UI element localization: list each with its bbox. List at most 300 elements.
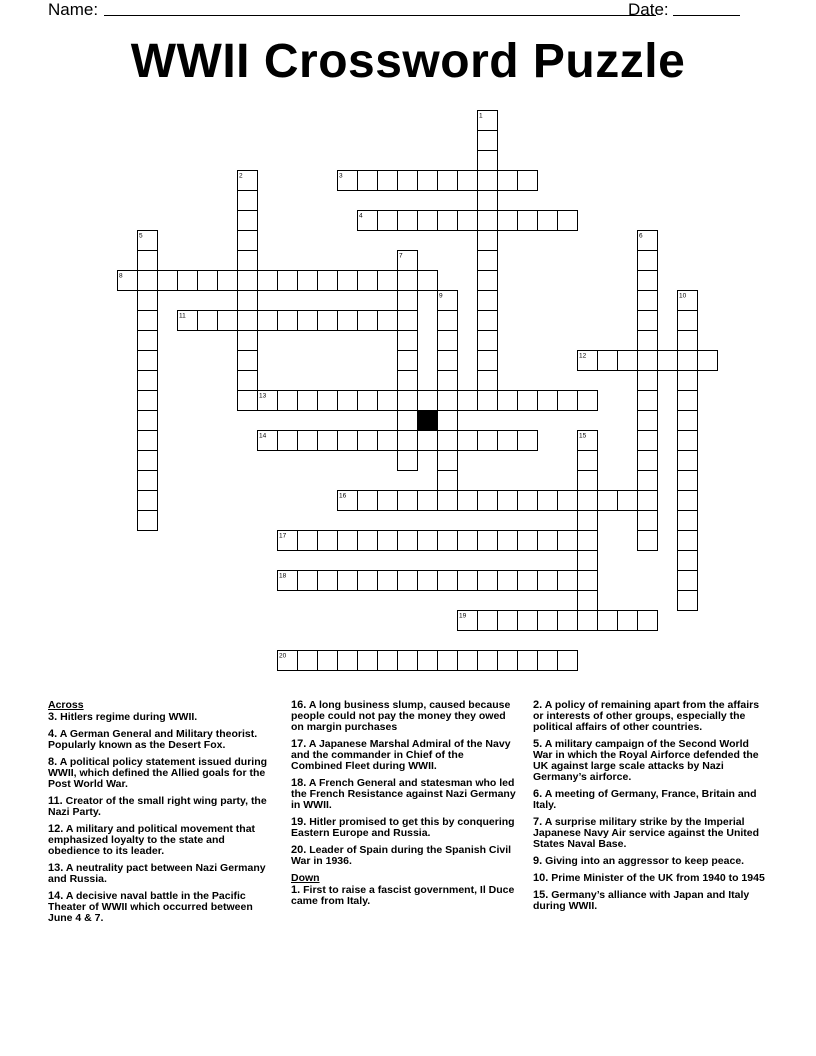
grid-cell[interactable]	[478, 191, 498, 211]
grid-cell[interactable]	[418, 651, 438, 671]
clue-across-8	[48, 757, 278, 790]
grid-cell[interactable]	[638, 311, 658, 331]
clue-number: 14.	[48, 890, 64, 902]
grid-cell[interactable]	[578, 551, 598, 571]
grid-cell[interactable]	[578, 451, 598, 471]
cell-number: 11	[179, 312, 186, 320]
grid-cell[interactable]	[358, 271, 378, 291]
grid-cell[interactable]	[238, 291, 258, 311]
clue-number: 11.	[48, 795, 63, 807]
grid-cell[interactable]	[338, 311, 358, 331]
grid-cell[interactable]	[518, 211, 538, 231]
grid-cell[interactable]	[378, 171, 398, 191]
grid-cell[interactable]	[158, 271, 178, 291]
clue-text: Creator of the small right wing party, the Nazi Party.	[48, 795, 267, 818]
grid-cell[interactable]	[638, 431, 658, 451]
grid-cell[interactable]	[478, 331, 498, 351]
grid-cell[interactable]	[558, 211, 578, 231]
grid-cell[interactable]	[498, 431, 518, 451]
grid-cell[interactable]	[258, 311, 278, 331]
grid-cell[interactable]	[358, 311, 378, 331]
grid-cell[interactable]	[538, 391, 558, 411]
grid-cell[interactable]	[398, 271, 418, 291]
grid-cell[interactable]	[458, 431, 478, 451]
grid-cell[interactable]	[138, 351, 158, 371]
grid-cell[interactable]	[138, 331, 158, 351]
grid-cell[interactable]	[478, 391, 498, 411]
grid-cell[interactable]	[138, 411, 158, 431]
grid-cell[interactable]	[558, 491, 578, 511]
grid-cell[interactable]	[478, 571, 498, 591]
grid-cell[interactable]	[518, 611, 538, 631]
grid-cell[interactable]	[398, 531, 418, 551]
grid-cell[interactable]	[358, 431, 378, 451]
grid-cell[interactable]	[458, 651, 478, 671]
grid-cell[interactable]	[638, 611, 658, 631]
clue-down-2	[533, 700, 769, 733]
clue-text: A decisive naval battle in the Pacific Theater of WWII which occurred between June 4 & 7.	[48, 890, 253, 924]
grid-cell[interactable]	[558, 651, 578, 671]
clue-number: 17.	[291, 738, 307, 750]
cell-number: 9	[439, 292, 443, 300]
clues-column-3	[533, 700, 769, 918]
grid-cell[interactable]	[398, 571, 418, 591]
grid-cell[interactable]	[558, 571, 578, 591]
down-heading: Down	[291, 872, 320, 884]
grid-cell[interactable]	[498, 391, 518, 411]
grid-cell[interactable]	[138, 391, 158, 411]
grid-cell[interactable]	[378, 311, 398, 331]
grid-cell[interactable]	[298, 571, 318, 591]
grid-cell[interactable]	[638, 511, 658, 531]
grid-cell[interactable]	[398, 211, 418, 231]
grid-cell[interactable]	[478, 371, 498, 391]
grid-cell[interactable]	[598, 491, 618, 511]
grid-cell[interactable]	[238, 331, 258, 351]
grid-cell[interactable]	[478, 131, 498, 151]
grid-cell[interactable]	[658, 351, 678, 371]
grid-cell[interactable]	[138, 451, 158, 471]
grid-cell[interactable]	[318, 531, 338, 551]
grid-cell[interactable]	[538, 651, 558, 671]
grid-cell[interactable]	[138, 471, 158, 491]
grid-cell[interactable]	[418, 211, 438, 231]
grid-cell[interactable]	[418, 531, 438, 551]
grid-cell[interactable]	[378, 571, 398, 591]
grid-cell[interactable]	[438, 171, 458, 191]
grid-cell[interactable]	[498, 491, 518, 511]
grid-cell[interactable]	[438, 211, 458, 231]
grid-cell[interactable]	[638, 391, 658, 411]
grid-cell[interactable]	[138, 511, 158, 531]
clue-down-9	[533, 856, 769, 867]
page-title: WWII Crossword Puzzle	[130, 35, 686, 88]
clue-number: 4.	[48, 728, 58, 740]
grid-cell[interactable]	[418, 271, 438, 291]
grid-cell[interactable]	[398, 491, 418, 511]
grid-cell[interactable]	[138, 371, 158, 391]
grid-cell[interactable]	[438, 651, 458, 671]
grid-cell[interactable]	[378, 491, 398, 511]
grid-cell[interactable]	[378, 391, 398, 411]
grid-cell[interactable]	[398, 371, 418, 391]
grid-cell[interactable]	[318, 311, 338, 331]
grid-cell[interactable]	[678, 391, 698, 411]
grid-cell[interactable]	[438, 571, 458, 591]
grid-cell[interactable]	[298, 391, 318, 411]
clues-column-2	[291, 700, 517, 913]
grid-cell[interactable]	[478, 351, 498, 371]
clue-number: 20.	[291, 844, 307, 856]
clue-text: A political policy statement issued during WWII, which defined the Allied goals for the Post World War.	[48, 756, 268, 790]
grid-cell[interactable]	[518, 171, 538, 191]
grid-cell[interactable]	[138, 251, 158, 271]
grid-cell[interactable]	[518, 531, 538, 551]
clue-text: A German General and Military theorist. Popularly known as the Desert Fox.	[48, 728, 258, 751]
grid-cell[interactable]	[318, 431, 338, 451]
grid-cell[interactable]	[638, 251, 658, 271]
grid-cell[interactable]	[298, 271, 318, 291]
grid-cell[interactable]	[358, 391, 378, 411]
clue-number: 13.	[48, 862, 64, 874]
grid-cell[interactable]	[398, 651, 418, 671]
grid-cell[interactable]	[498, 611, 518, 631]
grid-cell[interactable]	[358, 491, 378, 511]
grid-cell[interactable]	[478, 431, 498, 451]
grid-cell[interactable]	[398, 451, 418, 471]
grid-cell[interactable]	[538, 531, 558, 551]
grid-cell[interactable]	[478, 311, 498, 331]
clue-down-7	[533, 817, 769, 850]
grid-cell[interactable]	[458, 211, 478, 231]
grid-cell[interactable]	[458, 171, 478, 191]
clue-text: A French General and statesman who led the French Resistance against Nazi Germany in WWII.	[291, 777, 516, 811]
grid-cell[interactable]	[638, 411, 658, 431]
cell-number: 15	[579, 432, 587, 440]
grid-cell[interactable]	[498, 531, 518, 551]
clue-text: A long business slump, caused because people could not pay the money they owed on margin purchases	[291, 699, 511, 733]
grid-cell[interactable]	[298, 651, 318, 671]
grid-cell[interactable]	[518, 391, 538, 411]
grid-cell[interactable]	[478, 651, 498, 671]
grid-cell[interactable]	[438, 311, 458, 331]
grid-cell[interactable]	[678, 551, 698, 571]
grid-cell[interactable]	[418, 491, 438, 511]
cell-number: 2	[239, 172, 243, 180]
grid-cell[interactable]	[578, 531, 598, 551]
grid-cell[interactable]	[678, 471, 698, 491]
grid-cell[interactable]	[398, 171, 418, 191]
cell-number: 16	[339, 492, 347, 500]
clue-number: 10.	[533, 872, 549, 884]
grid-cell[interactable]	[258, 271, 278, 291]
grid-cell[interactable]	[418, 431, 438, 451]
grid-cell[interactable]	[278, 311, 298, 331]
grid-cell[interactable]	[198, 311, 218, 331]
grid-cell[interactable]	[458, 491, 478, 511]
clue-text: A meeting of Germany, France, Britain and Italy.	[533, 788, 757, 811]
clue-number: 9.	[533, 855, 543, 867]
grid-cell[interactable]	[238, 311, 258, 331]
grid-cell[interactable]	[358, 651, 378, 671]
grid-cell[interactable]	[378, 271, 398, 291]
grid-cell[interactable]	[558, 391, 578, 411]
grid-cell[interactable]	[578, 591, 598, 611]
clue-down-15	[533, 890, 769, 912]
grid-cell[interactable]	[518, 491, 538, 511]
cell-number: 8	[119, 272, 123, 280]
grid-cell[interactable]	[398, 431, 418, 451]
grid-cell[interactable]	[558, 611, 578, 631]
grid-cell[interactable]	[378, 531, 398, 551]
grid-cell[interactable]	[458, 571, 478, 591]
grid-cell[interactable]	[438, 371, 458, 391]
grid-cell[interactable]	[478, 291, 498, 311]
grid-cell[interactable]	[198, 271, 218, 291]
grid-cell[interactable]	[238, 391, 258, 411]
cell-number: 3	[339, 172, 343, 180]
grid-cell[interactable]	[238, 351, 258, 371]
clue-across-17	[291, 739, 517, 772]
grid-cell[interactable]	[538, 571, 558, 591]
grid-cell[interactable]	[438, 331, 458, 351]
grid-cell[interactable]	[318, 571, 338, 591]
grid-cell[interactable]	[138, 491, 158, 511]
clue-across-18	[291, 778, 517, 811]
grid-cell[interactable]	[338, 571, 358, 591]
clue-text: Leader of Spain during the Spanish Civil War in 1936.	[291, 844, 512, 867]
grid-cell[interactable]	[478, 271, 498, 291]
clue-text: Hitlers regime during WWII.	[60, 711, 198, 723]
clue-across-19	[291, 817, 517, 839]
grid-cell[interactable]	[638, 291, 658, 311]
clue-number: 15.	[533, 889, 549, 901]
grid-cell[interactable]	[338, 391, 358, 411]
cell-number: 10	[679, 292, 687, 300]
grid-cell[interactable]	[438, 491, 458, 511]
clue-number: 3.	[48, 711, 58, 723]
cell-number: 14	[259, 432, 267, 440]
grid-cell[interactable]	[638, 371, 658, 391]
clue-across-14	[48, 891, 278, 924]
cell-number: 17	[279, 532, 287, 540]
grid-cell[interactable]	[398, 331, 418, 351]
black-cell	[418, 411, 438, 431]
grid-cell[interactable]	[358, 531, 378, 551]
grid-cell[interactable]	[418, 571, 438, 591]
grid-cell[interactable]	[678, 351, 698, 371]
grid-cell[interactable]	[498, 651, 518, 671]
grid-cell[interactable]	[218, 311, 238, 331]
grid-cell[interactable]	[378, 651, 398, 671]
grid-cell[interactable]	[438, 431, 458, 451]
grid-cell[interactable]	[398, 391, 418, 411]
grid-cell[interactable]	[478, 491, 498, 511]
grid-cell[interactable]	[578, 511, 598, 531]
grid-cell[interactable]	[638, 351, 658, 371]
clue-text: A policy of remaining apart from the affairs or interests of other groups, especially the political affairs of other countries.	[533, 699, 760, 733]
grid-cell[interactable]	[278, 271, 298, 291]
clue-down-10	[533, 873, 769, 884]
grid-cell[interactable]	[538, 611, 558, 631]
clue-text: Prime Minister of the UK from 1940 to 1945	[551, 872, 765, 884]
grid-cell[interactable]	[558, 531, 578, 551]
grid-cell[interactable]	[438, 411, 458, 431]
grid-cell[interactable]	[438, 471, 458, 491]
clue-across-11	[48, 796, 278, 818]
grid-cell[interactable]	[518, 651, 538, 671]
name-label: Name:	[48, 0, 99, 19]
grid-cell[interactable]	[578, 571, 598, 591]
grid-cell[interactable]	[138, 271, 158, 291]
grid-cell[interactable]	[238, 211, 258, 231]
grid-cell[interactable]	[438, 451, 458, 471]
grid-cell[interactable]	[678, 491, 698, 511]
grid-cell[interactable]	[238, 271, 258, 291]
grid-cell[interactable]	[178, 271, 198, 291]
grid-cell[interactable]	[438, 391, 458, 411]
date-label: Date:	[628, 0, 669, 19]
grid-cell[interactable]	[598, 351, 618, 371]
grid-cell[interactable]	[378, 211, 398, 231]
grid-cell[interactable]	[638, 471, 658, 491]
cell-number: 6	[639, 232, 643, 240]
grid-cell[interactable]	[638, 451, 658, 471]
grid-cell[interactable]	[518, 431, 538, 451]
clue-number: 12.	[48, 823, 64, 835]
grid-cell[interactable]	[498, 211, 518, 231]
grid-cell[interactable]	[338, 431, 358, 451]
grid-cell[interactable]	[578, 491, 598, 511]
grid-cell[interactable]	[498, 571, 518, 591]
clue-number: 18.	[291, 777, 307, 789]
cell-number: 20	[279, 652, 287, 660]
clue-number: 8.	[48, 756, 58, 768]
grid-cell[interactable]	[478, 251, 498, 271]
grid-cell[interactable]	[398, 411, 418, 431]
clues-column-1	[48, 700, 278, 930]
grid-cell[interactable]	[278, 431, 298, 451]
grid-cell[interactable]	[438, 531, 458, 551]
grid-cell[interactable]	[358, 571, 378, 591]
grid-cell[interactable]	[298, 531, 318, 551]
grid-cell[interactable]	[138, 291, 158, 311]
grid-cell[interactable]	[338, 531, 358, 551]
grid-cell[interactable]	[478, 151, 498, 171]
grid-cell[interactable]	[138, 431, 158, 451]
grid-cell[interactable]	[318, 651, 338, 671]
grid-cell[interactable]	[678, 531, 698, 551]
clue-across-16	[291, 700, 517, 733]
grid-cell[interactable]	[578, 391, 598, 411]
cell-number: 7	[399, 252, 403, 260]
grid-cell[interactable]	[438, 351, 458, 371]
grid-cell[interactable]	[378, 431, 398, 451]
clue-number: 5.	[533, 738, 543, 750]
grid-cell[interactable]	[298, 431, 318, 451]
grid-cell[interactable]	[278, 391, 298, 411]
grid-cell[interactable]	[238, 231, 258, 251]
grid-cell[interactable]	[698, 351, 718, 371]
cell-number: 1	[479, 112, 483, 120]
grid-cell[interactable]	[218, 271, 238, 291]
clue-text: A neutrality pact between Nazi Germany and Russia.	[48, 862, 266, 885]
grid-cell[interactable]	[638, 531, 658, 551]
grid-cell[interactable]	[498, 171, 518, 191]
grid-cell[interactable]	[618, 611, 638, 631]
grid-cell[interactable]	[678, 571, 698, 591]
grid-cell[interactable]	[238, 191, 258, 211]
grid-cell[interactable]	[458, 391, 478, 411]
across-heading: Across	[48, 699, 84, 711]
grid-cell[interactable]	[478, 531, 498, 551]
grid-cell[interactable]	[518, 571, 538, 591]
grid-cell[interactable]	[418, 171, 438, 191]
clue-text: A surprise military strike by the Imperial Japanese Navy Air service against the United States Naval Base.	[533, 816, 760, 850]
grid-cell[interactable]	[478, 211, 498, 231]
grid-cell[interactable]	[578, 611, 598, 631]
grid-cell[interactable]	[578, 471, 598, 491]
grid-cell[interactable]	[638, 491, 658, 511]
grid-cell[interactable]	[238, 371, 258, 391]
grid-cell[interactable]	[678, 411, 698, 431]
grid-cell[interactable]	[398, 351, 418, 371]
grid-cell[interactable]	[318, 271, 338, 291]
clue-text: First to raise a fascist government, Il Duce came from Italy.	[291, 884, 515, 907]
cell-number: 13	[259, 392, 267, 400]
grid-cell[interactable]	[358, 171, 378, 191]
grid-cell[interactable]	[398, 311, 418, 331]
grid-cell[interactable]	[138, 311, 158, 331]
grid-cell[interactable]	[398, 291, 418, 311]
grid-cell[interactable]	[338, 651, 358, 671]
grid-cell[interactable]	[638, 331, 658, 351]
clue-text: Germany’s alliance with Japan and Italy during WWII.	[533, 889, 750, 912]
cell-number: 4	[359, 212, 363, 220]
grid-cell[interactable]	[318, 391, 338, 411]
grid-cell[interactable]	[678, 591, 698, 611]
grid-cell[interactable]	[238, 251, 258, 271]
cell-number: 19	[459, 612, 467, 620]
grid-cell[interactable]	[618, 491, 638, 511]
clue-down-1	[291, 885, 517, 907]
grid-cell[interactable]	[678, 331, 698, 351]
grid-cell[interactable]	[338, 271, 358, 291]
grid-cell[interactable]	[538, 491, 558, 511]
grid-cell[interactable]	[298, 311, 318, 331]
clue-number: 1.	[291, 884, 301, 896]
grid-cell[interactable]	[538, 211, 558, 231]
clue-down-6	[533, 789, 769, 811]
grid-cell[interactable]	[678, 451, 698, 471]
grid-cell[interactable]	[478, 231, 498, 251]
grid-cell[interactable]	[458, 531, 478, 551]
grid-cell[interactable]	[678, 511, 698, 531]
grid-cell[interactable]	[638, 271, 658, 291]
clue-down-5	[533, 739, 769, 783]
grid-cell[interactable]	[598, 611, 618, 631]
clue-across-13	[48, 863, 278, 885]
grid-cell[interactable]	[678, 311, 698, 331]
grid-cell[interactable]	[678, 371, 698, 391]
grid-cell[interactable]	[418, 391, 438, 411]
grid-cell[interactable]	[678, 431, 698, 451]
grid-cell[interactable]	[478, 611, 498, 631]
grid-cell[interactable]	[618, 351, 638, 371]
clue-text: A military and political movement that emphasized loyalty to the state and obedience to its leader.	[48, 823, 256, 857]
clue-number: 16.	[291, 699, 307, 711]
grid-cell[interactable]	[478, 171, 498, 191]
